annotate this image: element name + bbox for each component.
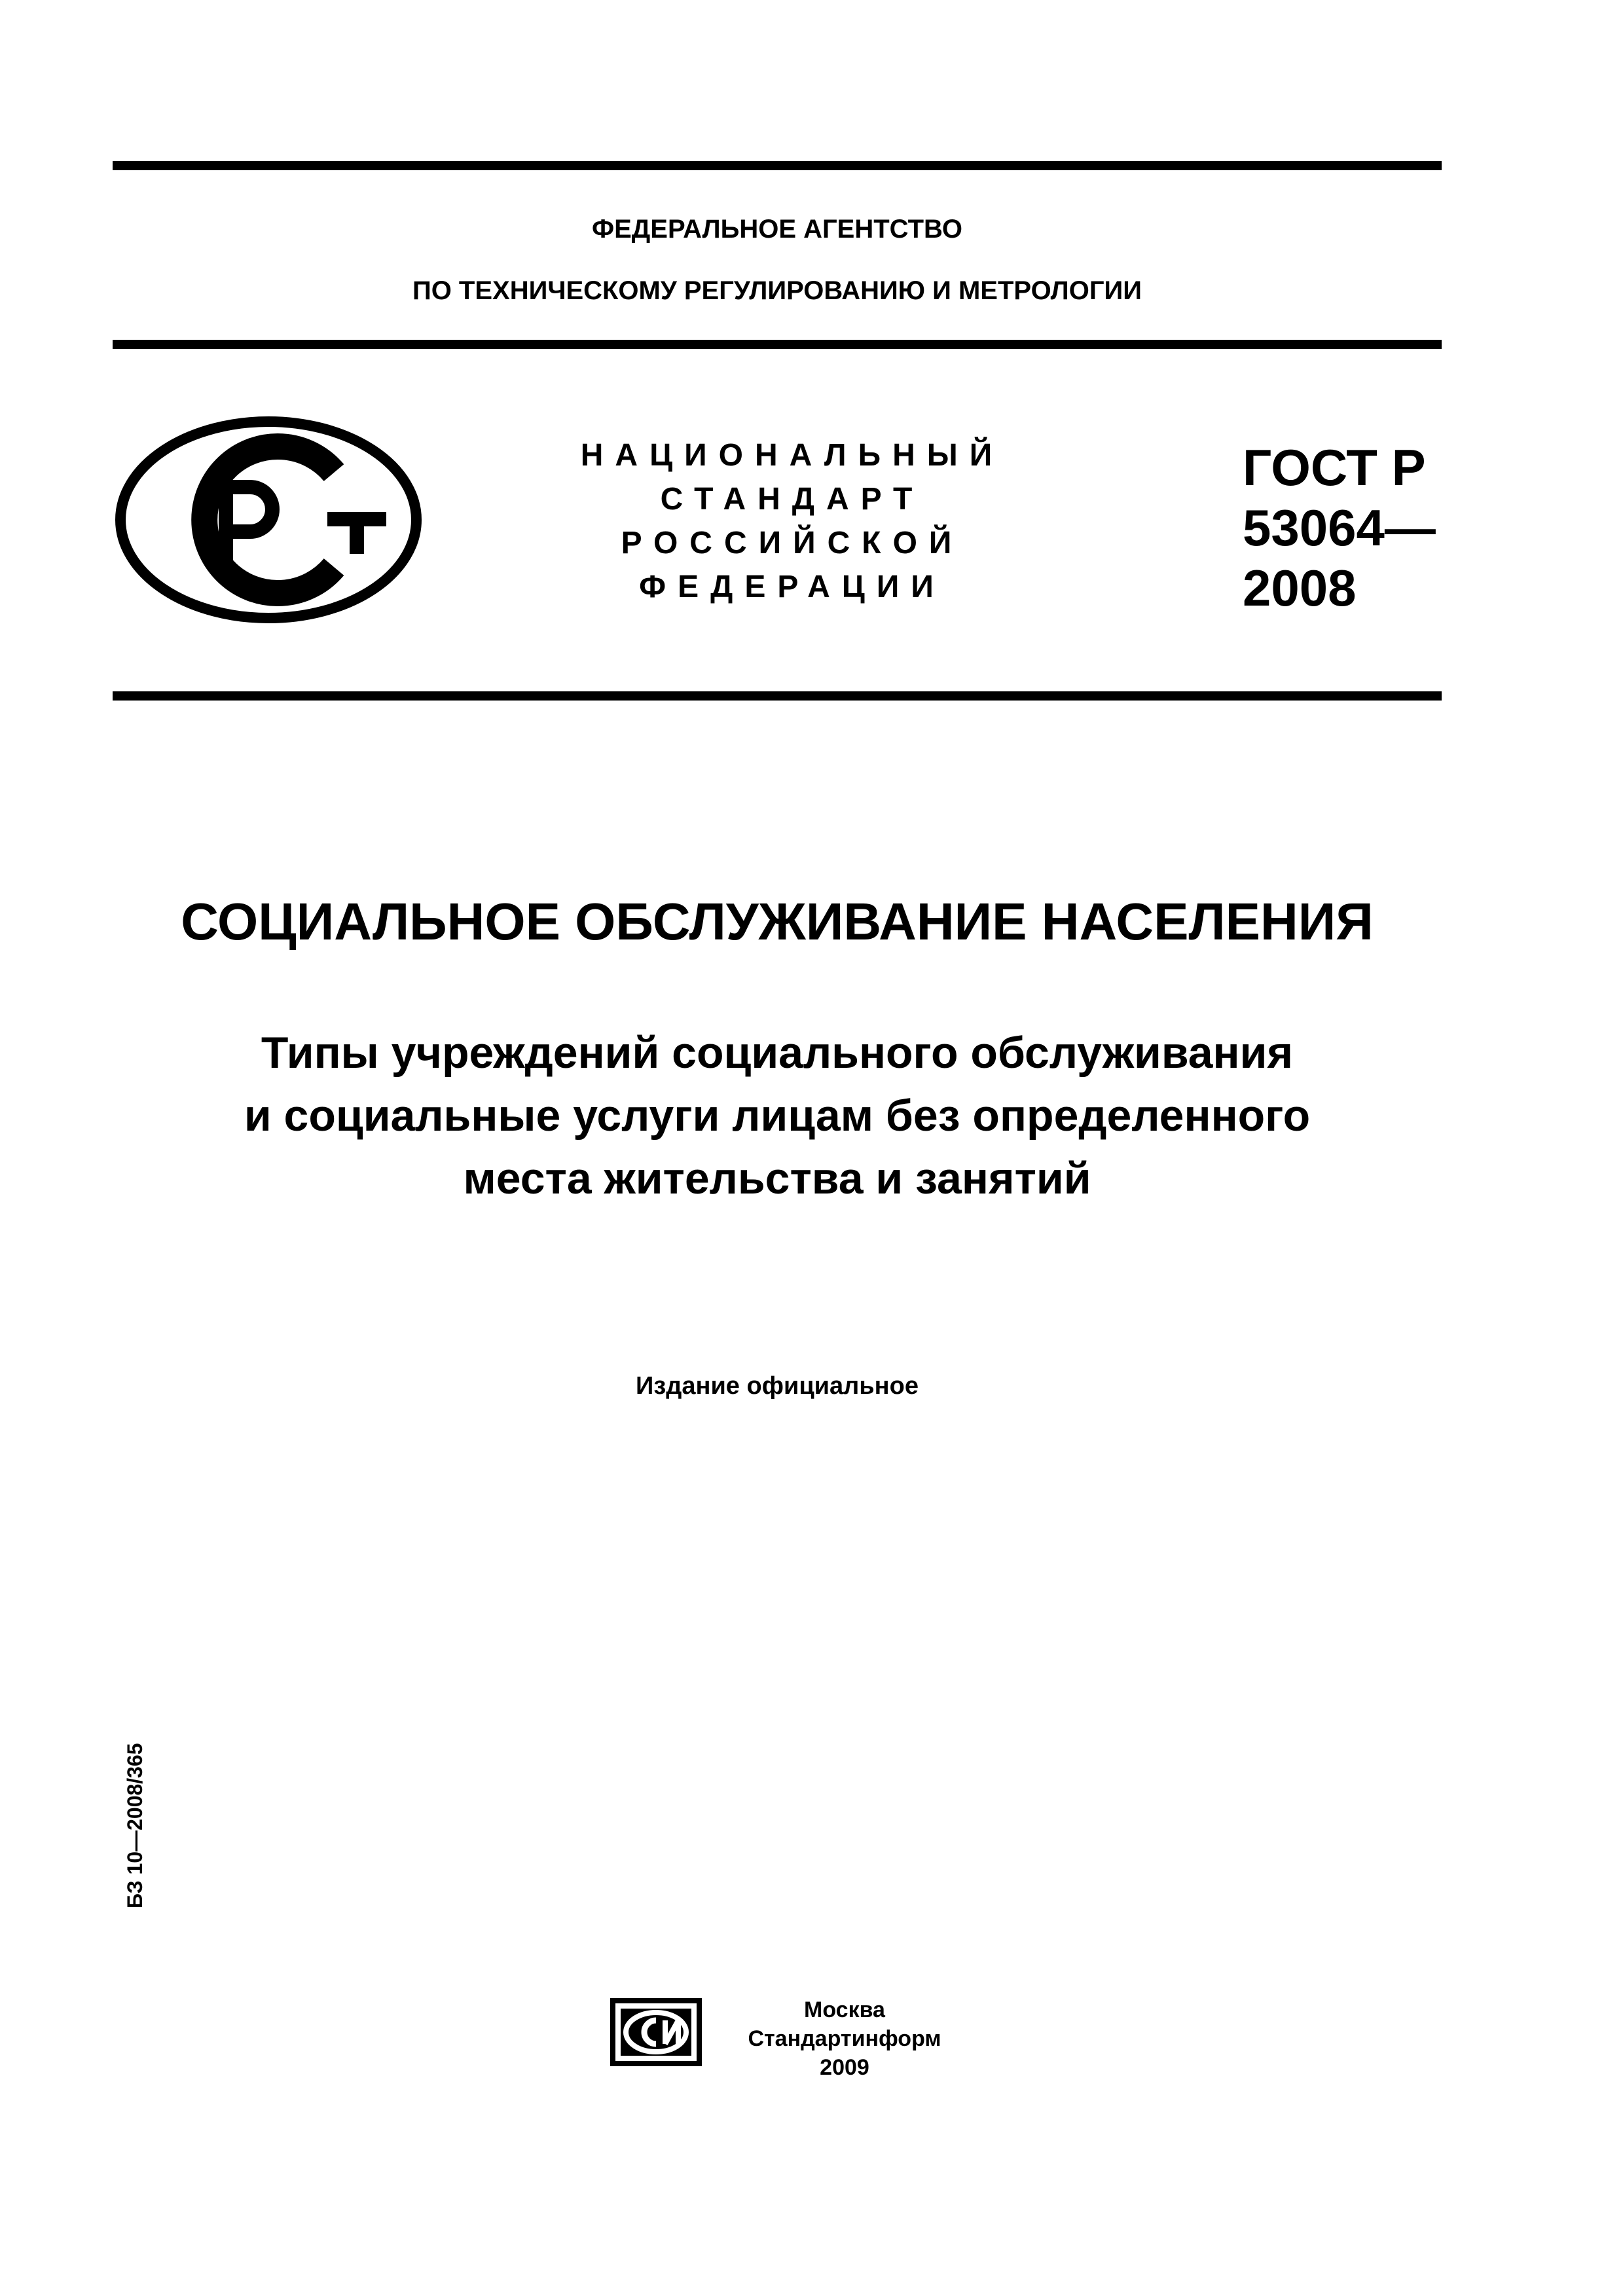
standard-type-line2: СТАНДАРТ [660, 482, 924, 517]
designation-line1: ГОСТ Р [1243, 439, 1426, 496]
standartinform-logo-icon [608, 1994, 707, 2070]
agency-name-line2: ПО ТЕХНИЧЕСКОМУ РЕГУЛИРОВАНИЮ И МЕТРОЛОГИИ [412, 276, 1142, 305]
gost-r-logo-icon [113, 414, 424, 626]
standard-type-line4: ФЕДЕРАЦИИ [639, 570, 945, 604]
subtitle-line2: и социальные услуги лицам без определенного [244, 1091, 1311, 1140]
subtitle-line1: Типы учреждений социального обслуживания [261, 1028, 1294, 1078]
title-block-rule [113, 691, 1442, 701]
header-divider-rule [113, 340, 1442, 349]
agency-name-line1: ФЕДЕРАЛЬНОЕ АГЕНТСТВО [591, 215, 963, 244]
document-subtitle [113, 1021, 1442, 1210]
publisher-info [727, 1995, 962, 2082]
top-rule [113, 161, 1442, 170]
designation-line2: 53064— [1243, 499, 1436, 556]
publisher-name: Стандартинформ [748, 2026, 941, 2051]
registration-code: БЗ 10—2008/365 [123, 1743, 147, 1908]
standard-type-line3: РОССИЙСКОЙ [621, 526, 964, 560]
standard-type-line1: НАЦИОНАЛЬНЫЙ [580, 438, 1004, 473]
publication-year: 2009 [820, 2055, 869, 2080]
standard-designation [1243, 437, 1436, 618]
edition-note: Издание официальное [636, 1372, 919, 1400]
designation-line3: 2008 [1243, 559, 1357, 617]
standard-type [556, 433, 1028, 609]
document-title: СОЦИАЛЬНОЕ ОБСЛУЖИВАНИЕ НАСЕЛЕНИЯ [181, 892, 1374, 951]
subtitle-line3: места жительства и занятий [463, 1154, 1091, 1203]
publisher-city: Москва [804, 1997, 885, 2022]
